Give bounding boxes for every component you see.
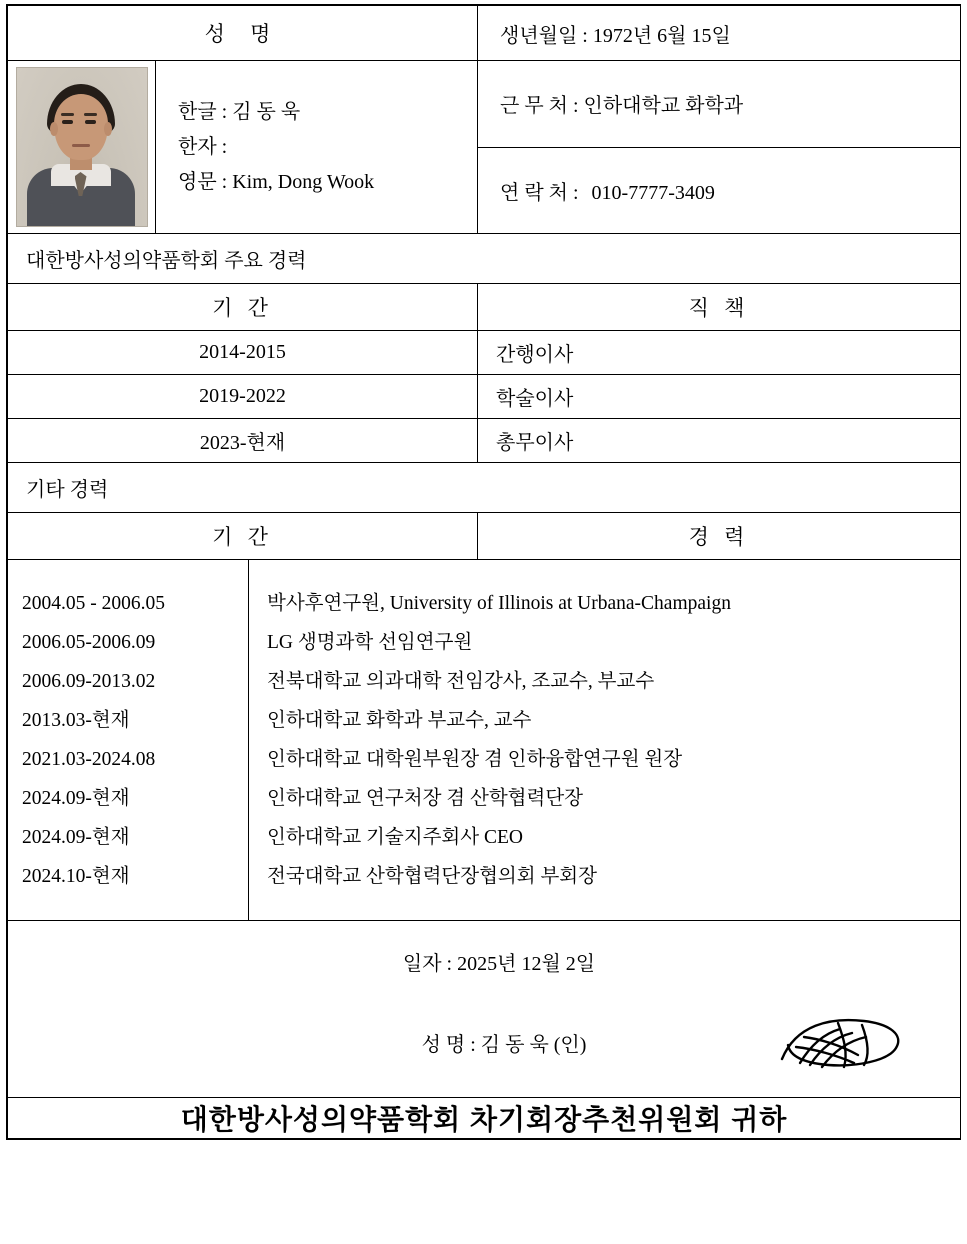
career-period-5: 2024.09-현재	[22, 788, 130, 809]
name-label: 성 명	[204, 22, 281, 46]
career-desc-6: 인하대학교 기술지주회사 CEO	[267, 827, 523, 848]
english-name-line	[178, 165, 477, 200]
society-period-cell-2	[8, 419, 478, 463]
table-row-header	[8, 6, 961, 61]
society-role-1: 학술이사	[496, 388, 574, 410]
signature-date: 일자 : 2025년 12월 2일	[402, 953, 596, 975]
career-period-4: 2021.03-2024.08	[22, 749, 156, 770]
photo-ear-right	[104, 122, 112, 136]
other-career-header-cell	[478, 513, 961, 560]
korean-name-line	[178, 95, 477, 130]
career-desc-0: 박사후연구원, University of Illinois at Urbana-Champaign	[267, 593, 731, 614]
career-desc-2: 전북대학교 의과대학 전임강사, 조교수, 부교수	[267, 671, 655, 692]
other-section-title: 기타 경력	[26, 479, 109, 501]
applicant-photo	[16, 67, 148, 227]
career-period-0: 2004.05 - 2006.05	[22, 593, 165, 614]
society-period-cell-1	[8, 375, 478, 419]
table-row-other-headers	[8, 513, 961, 560]
table-row-footer	[8, 1098, 961, 1139]
footer-cell	[8, 1098, 961, 1139]
resume-sheet	[6, 4, 961, 1140]
hanja-name-line	[178, 130, 477, 165]
korean-name-value: 김 동 욱	[232, 100, 301, 123]
career-period-2: 2006.09-2013.02	[22, 671, 156, 692]
table-row	[8, 331, 961, 375]
career-desc-4: 인하대학교 대학원부원장 겸 인하융합연구원 원장	[267, 749, 683, 770]
other-period-header-cell	[8, 513, 478, 560]
name-label-cell	[8, 6, 478, 61]
birth-cell	[478, 6, 961, 61]
career-period-6: 2024.09-현재	[22, 827, 130, 848]
resume-table	[7, 5, 961, 1139]
career-columns	[8, 560, 960, 920]
society-period-cell-0	[8, 331, 478, 375]
career-period-3: 2013.03-현재	[22, 710, 130, 731]
other-title-cell	[8, 463, 961, 513]
society-role-cell-0	[478, 331, 961, 375]
society-role-cell-2	[478, 419, 961, 463]
career-period-1: 2006.05-2006.09	[22, 632, 156, 653]
society-role-header: 직 책	[688, 296, 750, 320]
society-period-header: 기 간	[212, 296, 273, 320]
names-cell	[156, 61, 478, 234]
career-desc-7: 전국대학교 산학협력단장협의회 부회장	[267, 866, 597, 887]
contact-cell	[478, 147, 961, 234]
society-period-header-cell	[8, 284, 478, 331]
photo-face	[54, 94, 108, 160]
workplace-line	[478, 79, 960, 128]
contact-line	[478, 166, 960, 215]
signature-block	[8, 921, 960, 1097]
korean-name-label: 한글 :	[178, 100, 228, 123]
career-period-column	[8, 560, 249, 920]
career-desc-1: LG 생명과학 선임연구원	[267, 632, 473, 653]
other-career-body-cell	[8, 560, 961, 921]
table-row-identity	[8, 61, 961, 148]
signature-cell	[8, 921, 961, 1098]
other-period-header: 기 간	[212, 525, 273, 549]
table-row-signature	[8, 921, 961, 1098]
table-row-other-body	[8, 560, 961, 921]
table-row-other-title	[8, 463, 961, 513]
table-row	[8, 419, 961, 463]
table-row-society-title	[8, 234, 961, 284]
signature-name: 성 명 : 김 동 욱 (인)	[421, 1034, 587, 1056]
birth-label: 생년월일 :	[500, 24, 588, 47]
other-career-header: 경 력	[688, 525, 750, 549]
english-name-value: Kim, Dong Wook	[232, 170, 375, 193]
birth-value: 1972년 6월 15일	[592, 24, 731, 47]
society-role-header-cell	[478, 284, 961, 331]
english-name-label: 영문 :	[178, 170, 228, 193]
society-section-title: 대한방사성의약품학회 주요 경력	[26, 250, 307, 272]
society-period-1: 2019-2022	[199, 385, 286, 407]
society-period-0: 2014-2015	[199, 341, 286, 363]
society-role-0: 간행이사	[496, 344, 574, 366]
photo-cell	[8, 61, 156, 234]
table-row-society-headers	[8, 284, 961, 331]
hanja-name-label: 한자 :	[178, 135, 228, 158]
career-desc-5: 인하대학교 연구처장 겸 산학협력단장	[267, 788, 584, 809]
society-role-2: 총무이사	[496, 432, 574, 454]
photo-eye-right	[85, 120, 96, 124]
photo-eye-left	[62, 120, 73, 124]
footer-text: 대한방사성의약품학회 차기회장추천위원회 귀하	[180, 1104, 788, 1135]
society-title-cell	[8, 234, 961, 284]
career-description-column	[249, 560, 960, 920]
photo-mouth	[72, 144, 90, 147]
photo-ear-left	[50, 122, 58, 136]
society-role-cell-1	[478, 375, 961, 419]
photo-brow-right	[84, 113, 97, 116]
workplace-label: 근 무 처 :	[500, 95, 579, 118]
society-period-2: 2023-현재	[199, 432, 286, 454]
workplace-cell	[478, 61, 961, 148]
career-period-7: 2024.10-현재	[22, 866, 130, 887]
table-row	[8, 375, 961, 419]
birth-line	[478, 9, 960, 58]
contact-value: 010-7777-3409	[591, 181, 715, 204]
contact-label: 연 락 처 :	[500, 181, 579, 204]
career-desc-3: 인하대학교 화학과 부교수, 교수	[267, 710, 532, 731]
photo-brow-left	[61, 113, 74, 116]
names-block	[156, 85, 477, 210]
workplace-value: 인하대학교 화학과	[583, 95, 744, 118]
